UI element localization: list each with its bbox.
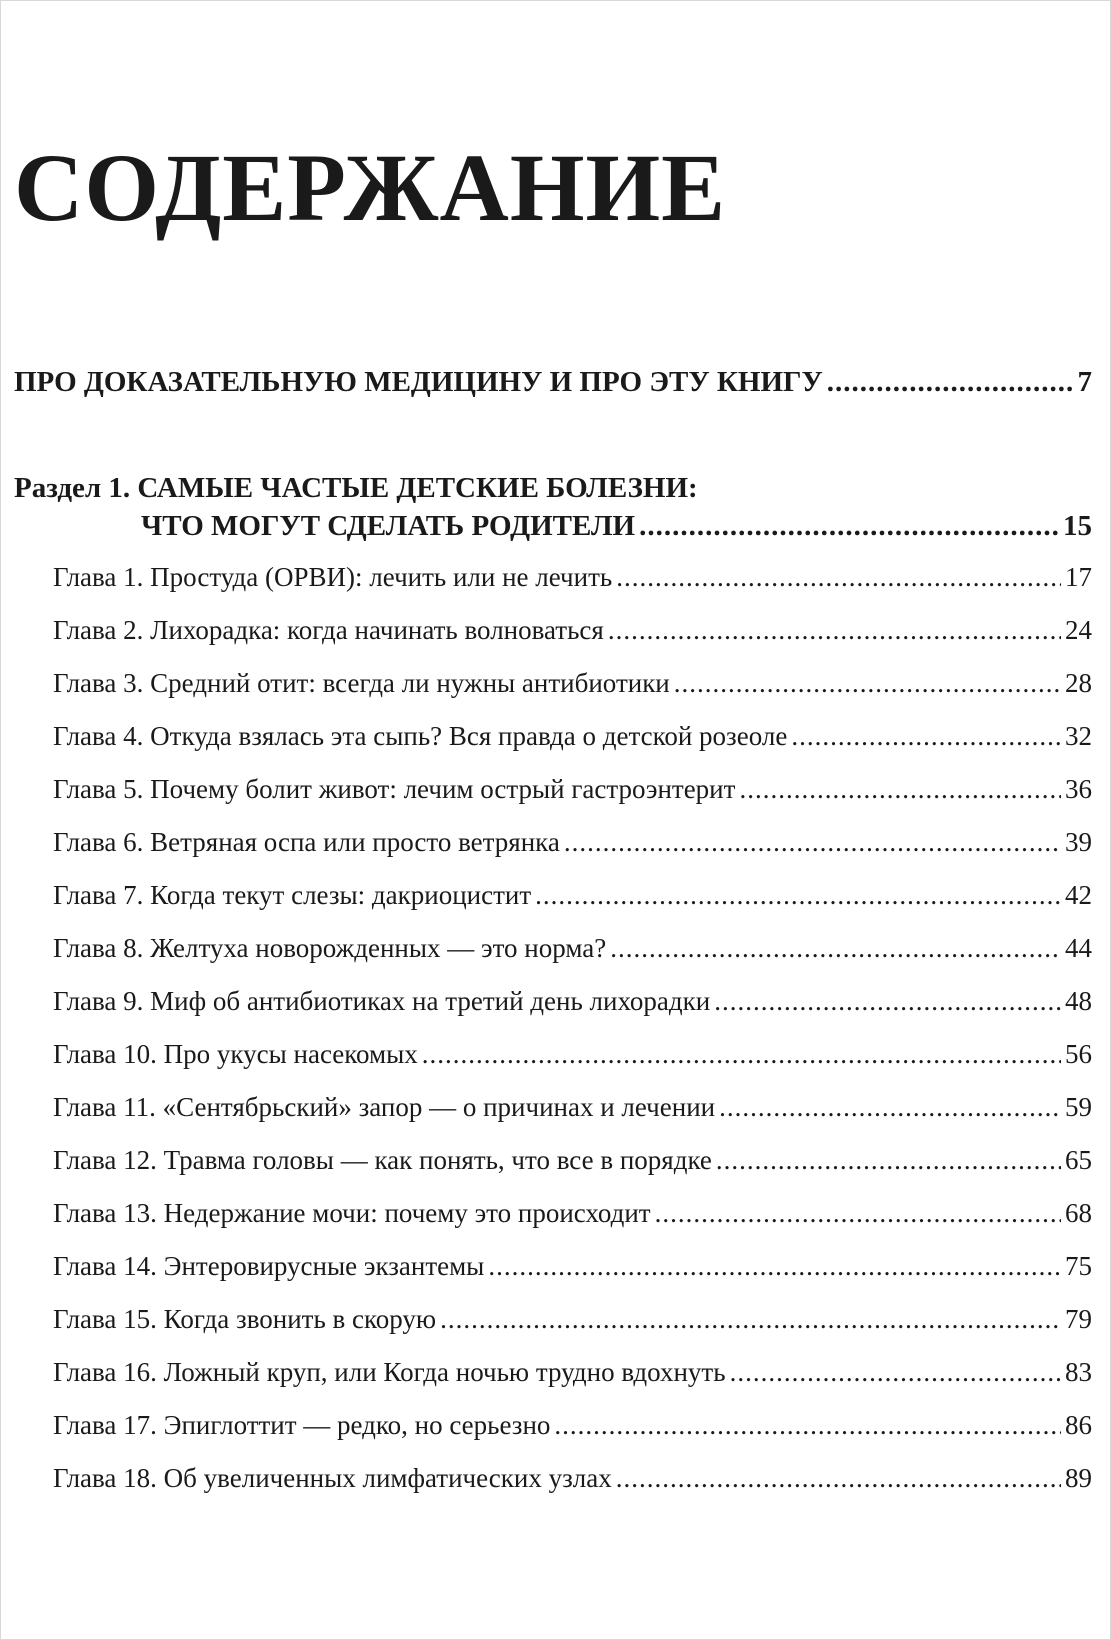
leader-dots bbox=[639, 510, 1059, 543]
toc-page-number: 36 bbox=[1065, 774, 1092, 804]
toc-entry-label: Глава 13. Недержание мочи: почему это происходит bbox=[53, 1198, 651, 1228]
toc-page-number: 32 bbox=[1065, 721, 1092, 751]
toc-entry-chapter-6[interactable] bbox=[53, 827, 1092, 858]
toc-entry-label: Глава 16. Ложный круп, или Когда ночью трудно вдохнуть bbox=[53, 1357, 726, 1387]
leader-dots bbox=[488, 1251, 1061, 1282]
toc-page-number: 89 bbox=[1065, 1463, 1092, 1493]
toc-page-number: 68 bbox=[1065, 1198, 1092, 1228]
section-title-line2: ЧТО МОГУТ СДЕЛАТЬ РОДИТЕЛИ bbox=[141, 510, 636, 542]
leader-dots bbox=[422, 1039, 1061, 1070]
toc-entry-chapter-5[interactable] bbox=[53, 774, 1092, 805]
toc-page-number: 24 bbox=[1065, 615, 1092, 645]
toc-page-number: 79 bbox=[1065, 1304, 1092, 1334]
toc-page-number: 39 bbox=[1065, 827, 1092, 857]
toc-entry-chapter-16[interactable] bbox=[53, 1357, 1092, 1388]
section-prefix: Раздел 1. bbox=[14, 472, 131, 504]
toc-entry-label: Глава 3. Средний отит: всегда ли нужны антибиотики bbox=[53, 668, 670, 698]
toc-page-number: 65 bbox=[1065, 1145, 1092, 1175]
toc-page-number: 83 bbox=[1065, 1357, 1092, 1387]
section-heading bbox=[14, 472, 698, 505]
toc-entry-label: Глава 4. Откуда взялась эта сыпь? Вся правда о детской розеоле bbox=[53, 721, 788, 751]
leader-dots bbox=[714, 986, 1061, 1017]
toc-entry-section-1[interactable] bbox=[141, 510, 1092, 543]
leader-dots bbox=[610, 933, 1061, 964]
leader-dots bbox=[655, 1198, 1061, 1229]
toc-entry-chapter-12[interactable] bbox=[53, 1145, 1092, 1176]
leader-dots bbox=[616, 562, 1061, 593]
toc-entry-chapter-11[interactable] bbox=[53, 1092, 1092, 1123]
toc-entry-chapter-18[interactable] bbox=[53, 1463, 1092, 1494]
toc-entry-label: Глава 6. Ветряная оспа или просто ветрянка bbox=[53, 827, 560, 857]
leader-dots bbox=[564, 827, 1061, 858]
leader-dots bbox=[608, 615, 1061, 646]
toc-entry-chapter-8[interactable] bbox=[53, 933, 1092, 964]
toc-page-number: 17 bbox=[1065, 562, 1092, 592]
leader-dots bbox=[730, 1357, 1061, 1388]
toc-entry-label: Глава 10. Про укусы насекомых bbox=[53, 1039, 418, 1069]
toc-entry-label: ПРО ДОКАЗАТЕЛЬНУЮ МЕДИЦИНУ И ПРО ЭТУ КНИГУ bbox=[14, 366, 823, 398]
leader-dots bbox=[827, 366, 1074, 399]
leader-dots bbox=[616, 1463, 1061, 1494]
toc-entry-chapter-15[interactable] bbox=[53, 1304, 1092, 1335]
toc-page-number: 48 bbox=[1065, 986, 1092, 1016]
leader-dots bbox=[719, 1092, 1061, 1123]
toc-entry-chapter-2[interactable] bbox=[53, 615, 1092, 646]
toc-entry-label: Глава 12. Травма головы — как понять, что все в порядке bbox=[53, 1145, 712, 1175]
toc-entry-label: Глава 11. «Сентябрьский» запор — о причинах и лечении bbox=[53, 1092, 716, 1122]
toc-page-number: 86 bbox=[1065, 1410, 1092, 1440]
toc-entry-intro[interactable] bbox=[14, 366, 1092, 399]
toc-page-number: 44 bbox=[1065, 933, 1092, 963]
toc-entry-label: Глава 2. Лихорадка: когда начинать волноваться bbox=[53, 615, 604, 645]
toc-entry-label: Глава 18. Об увеличенных лимфатических узлах bbox=[53, 1463, 612, 1493]
toc-entry-label: Глава 15. Когда звонить в скорую bbox=[53, 1304, 437, 1334]
toc-entry-chapter-7[interactable] bbox=[53, 880, 1092, 911]
toc-entry-label: Глава 17. Эпиглоттит — редко, но серьезно bbox=[53, 1410, 551, 1440]
toc-entry-chapter-1[interactable] bbox=[53, 562, 1092, 593]
toc-entry-chapter-17[interactable] bbox=[53, 1410, 1092, 1441]
toc-entry-chapter-3[interactable] bbox=[53, 668, 1092, 699]
toc-page-number: 75 bbox=[1065, 1251, 1092, 1281]
toc-entry-label: Глава 14. Энтеровирусные экзантемы bbox=[53, 1251, 485, 1281]
leader-dots bbox=[716, 1145, 1061, 1176]
leader-dots bbox=[739, 774, 1061, 805]
toc-page-number: 7 bbox=[1077, 366, 1092, 398]
toc-entry-chapter-4[interactable] bbox=[53, 721, 1092, 752]
leader-dots bbox=[440, 1304, 1061, 1335]
section-title-line1: САМЫЕ ЧАСТЫЕ ДЕТСКИЕ БОЛЕЗНИ: bbox=[137, 472, 698, 504]
toc-page-number: 59 bbox=[1065, 1092, 1092, 1122]
toc-entry-chapter-9[interactable] bbox=[53, 986, 1092, 1017]
toc-page-number: 42 bbox=[1065, 880, 1092, 910]
toc-entry-chapter-10[interactable] bbox=[53, 1039, 1092, 1070]
leader-dots bbox=[535, 880, 1061, 911]
toc-entry-label: Глава 8. Желтуха новорожденных — это норма? bbox=[53, 933, 607, 963]
leader-dots bbox=[554, 1410, 1061, 1441]
toc-entry-label: Глава 1. Простуда (ОРВИ): лечить или не лечить bbox=[53, 562, 613, 592]
toc-entry-label: Глава 9. Миф об антибиотиках на третий день лихорадки bbox=[53, 986, 711, 1016]
leader-dots bbox=[791, 721, 1061, 752]
toc-entry-label: Глава 7. Когда текут слезы: дакриоцистит bbox=[53, 880, 532, 910]
toc-entry-chapter-13[interactable] bbox=[53, 1198, 1092, 1229]
toc-page-number: 28 bbox=[1065, 668, 1092, 698]
toc-page-number: 15 bbox=[1063, 510, 1092, 542]
page-title: СОДЕРЖАНИЕ bbox=[14, 134, 727, 241]
toc-page-number: 56 bbox=[1065, 1039, 1092, 1069]
leader-dots bbox=[674, 668, 1061, 699]
toc-entry-label: Глава 5. Почему болит живот: лечим острый гастроэнтерит bbox=[53, 774, 736, 804]
toc-entry-chapter-14[interactable] bbox=[53, 1251, 1092, 1282]
